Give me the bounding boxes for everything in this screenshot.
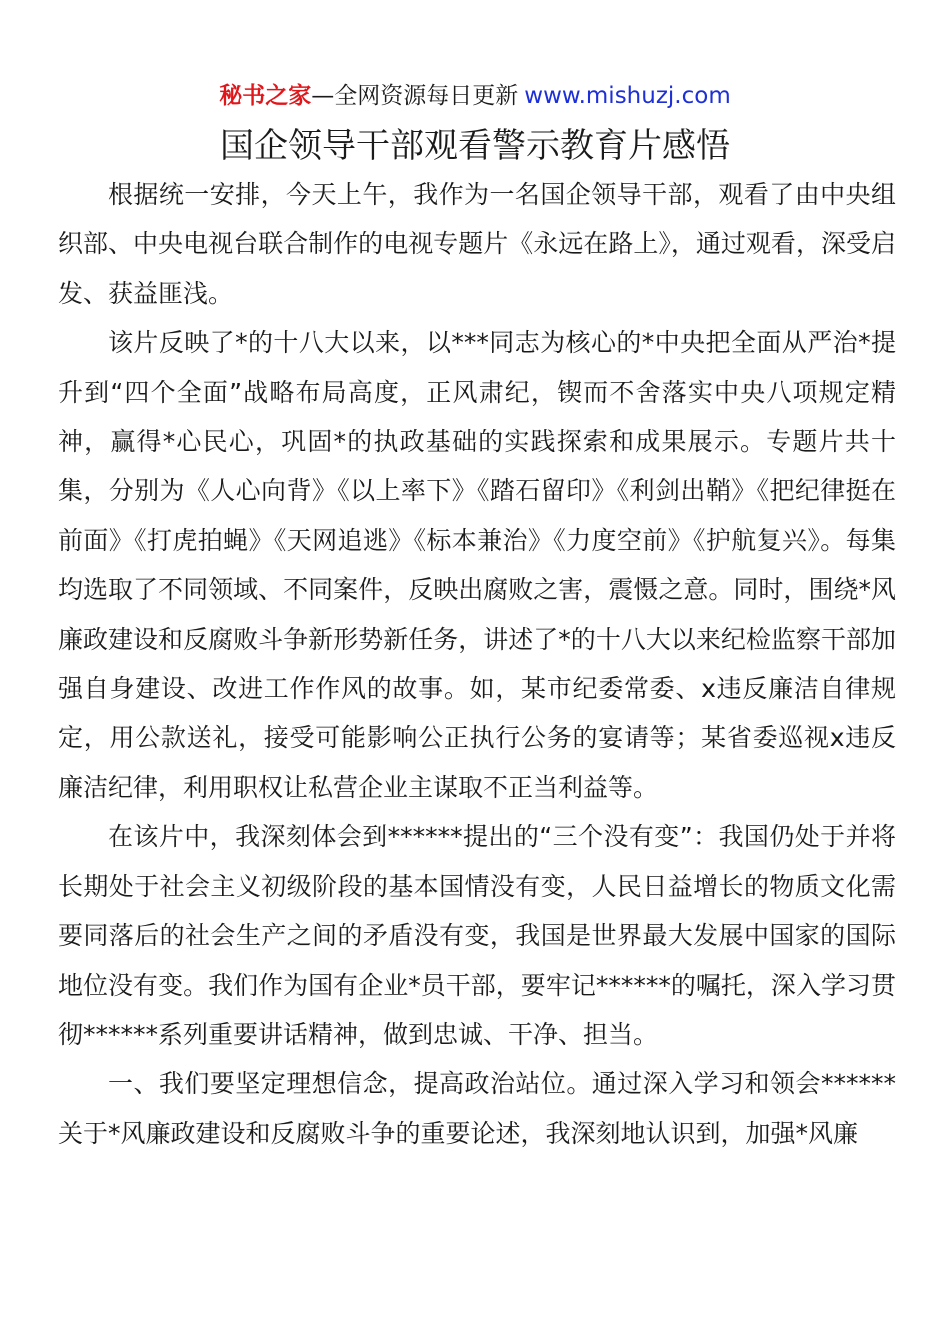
banner-tagline: —全网资源每日更新: [311, 83, 519, 109]
paragraph-point-one: 一、我们要坚定理想信念，提高政治站位。通过深入学习和领会******关于*风廉政建设和反腐败斗争的重要论述，我深刻地认识到，加强*风廉: [58, 1069, 896, 1148]
paragraph-reflection: 在该片中，我深刻体会到******提出的“三个没有变”：我国仍处于并将长期处于社会主义初级阶段的基本国情没有变，人民日益增长的物质文化需要同落后的社会生产之间的矛盾没有变，我国是世界最大发展中国家的国际地位没有变。我们作为国有企业*员干部，要牢记******的嘱托，深入学习贯彻******系列重要讲话精神，做到忠诚、干净、担当。: [58, 822, 896, 1049]
document-body: [58, 170, 896, 1158]
paragraph-intro: 根据统一安排，今天上午，我作为一名国企领导干部，观看了由中央组织部、中央电视台联合制作的电视专题片《永远在路上》，通过观看，深受启发、获益匪浅。: [58, 180, 896, 308]
document-title: 国企领导干部观看警示教育片感悟: [220, 126, 730, 166]
site-url-link[interactable]: www.mishuzj.com: [524, 83, 731, 109]
paragraph-film-summary: 该片反映了*的十八大以来，以***同志为核心的*中央把全面从严治*提升到“四个全面”战略布局高度，正风肃纪，锲而不舍落实中央八项规定精神，赢得*心民心，巩固*的执政基础的实践探索和成果展示。专题片共十集，分别为《人心向背》《以上率下》《踏石留印》《利剑出鞘》《把纪律挺在前面》《打虎拍蝇》《天网追逃》《标本兼治》《力度空前》《护航复兴》。每集均选取了不同领域、不同案件，反映出腐败之害，震慑之意。同时，围绕*风廉政建设和反腐败斗争新形势新任务，讲述了*的十八大以来纪检监察干部加强自身建设、改进工作作风的故事。如，某市纪委常委、x违反廉洁自律规定，用公款送礼，接受可能影响公正执行公务的宴请等；某省委巡视x违反廉洁纪律，利用职权让私营企业主谋取不正当利益等。: [58, 328, 896, 802]
brand-name: 秘书之家: [219, 83, 312, 109]
site-banner: [0, 80, 950, 112]
